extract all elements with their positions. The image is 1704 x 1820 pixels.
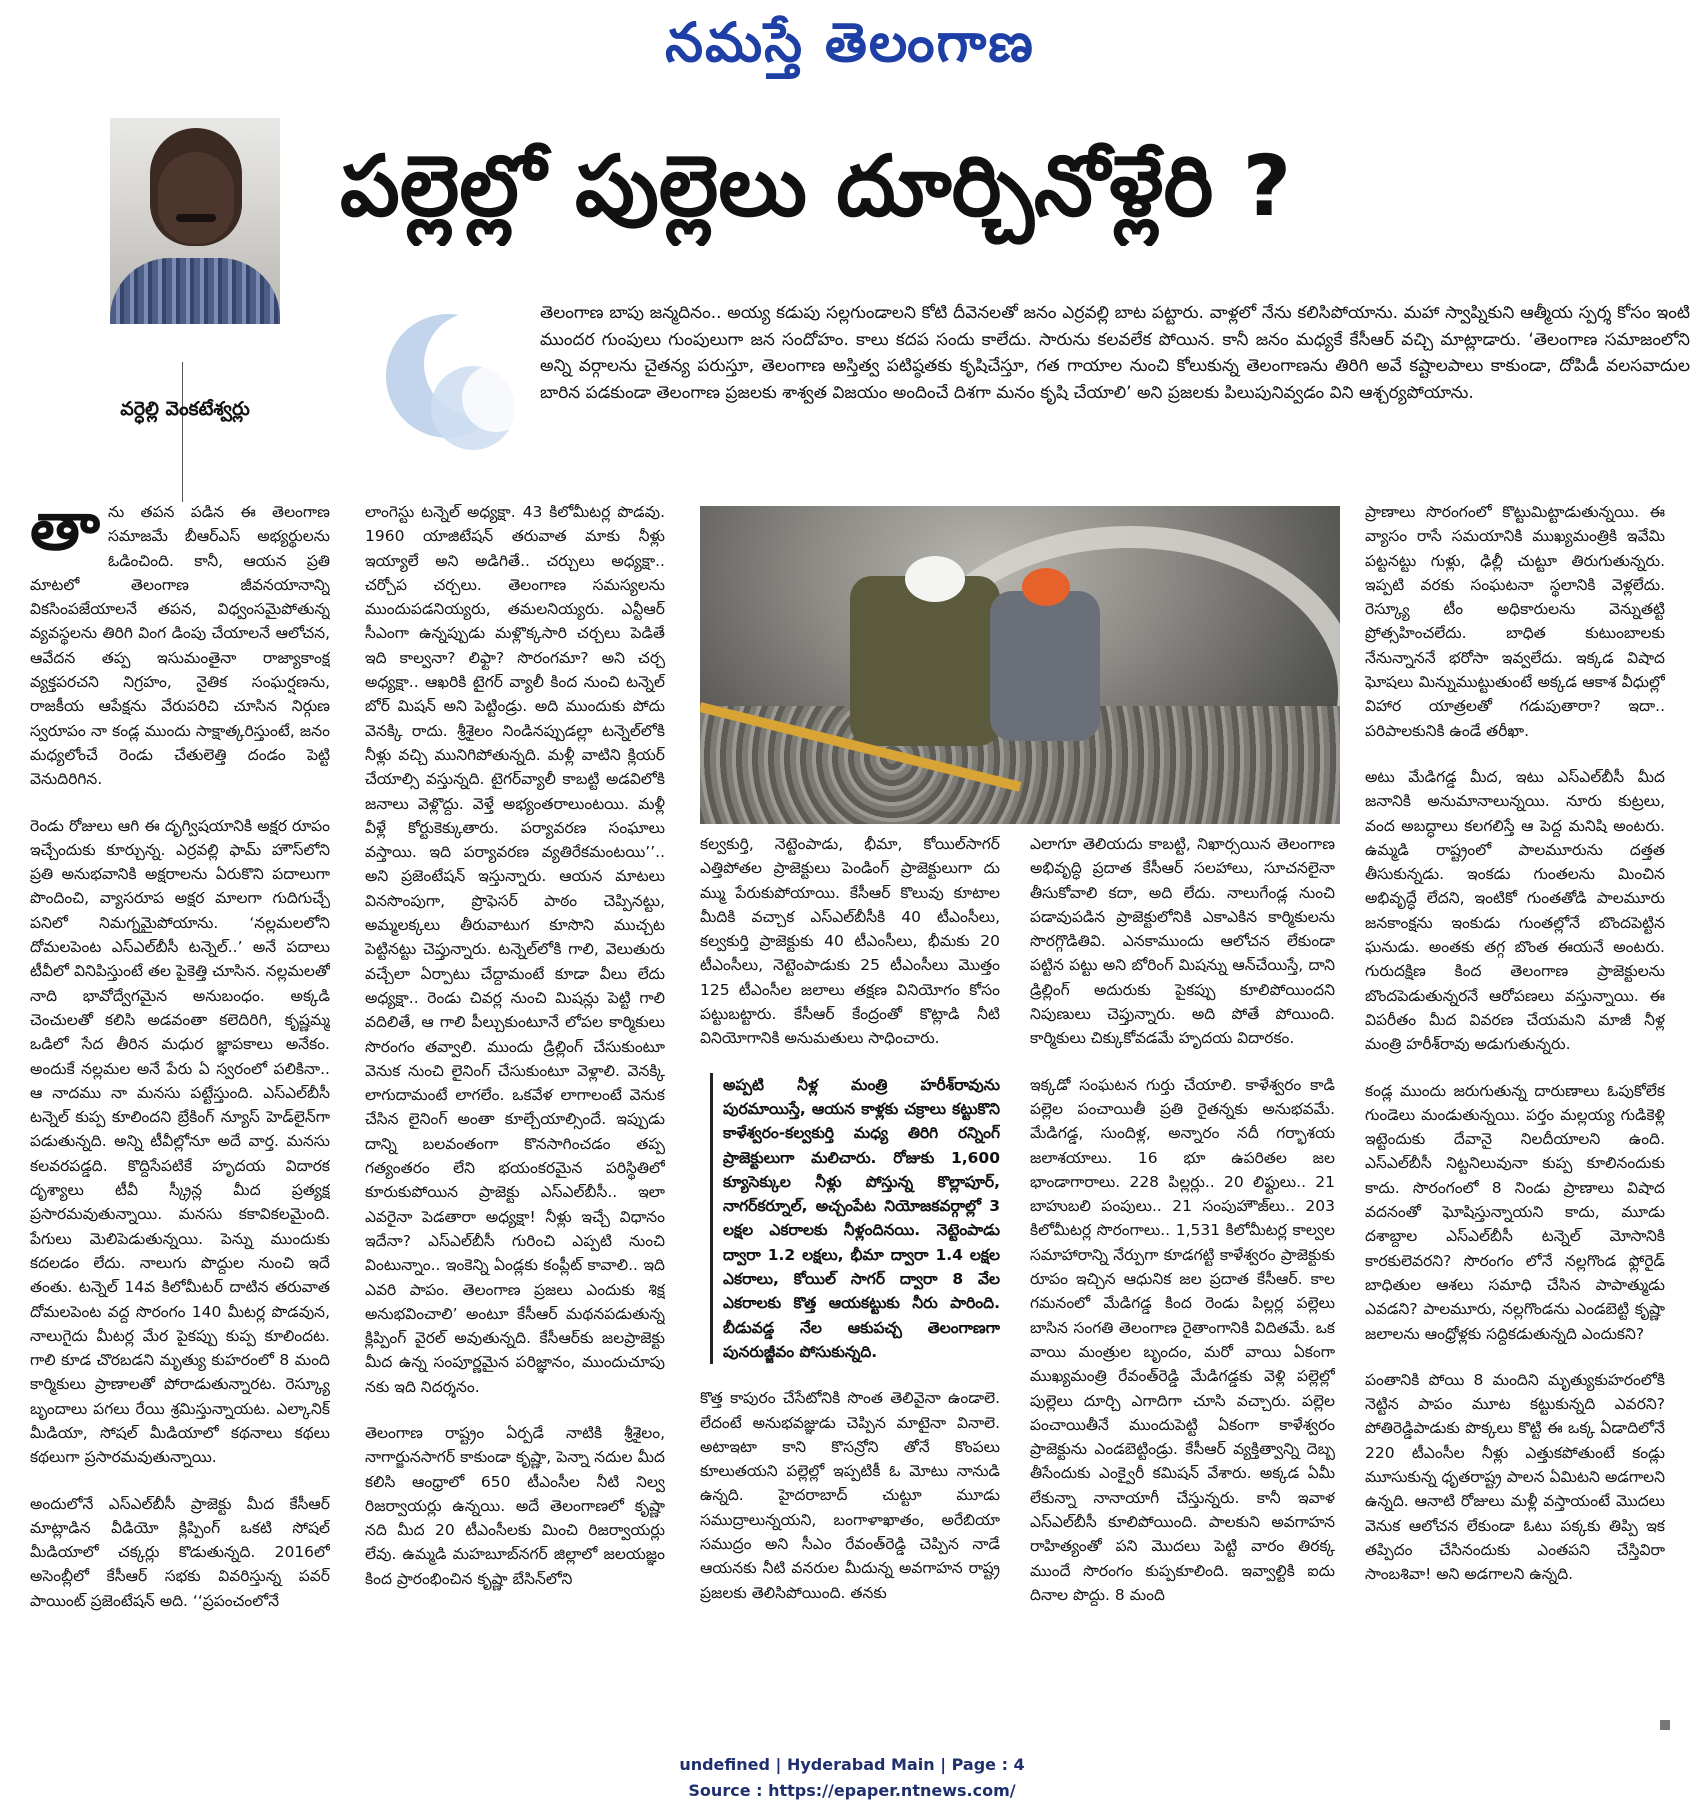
body-paragraph: రెండు రోజులు ఆగి ఈ దృగ్విషయానికి అక్షర రూపం ఇచ్చేందుకు కూర్చున్న. ఎర్రవల్లి ఫామ్ హౌస్‌లోని ప్రతి అనుభవానికి అక్షరాలను ఏరుకొని పదాలుగా పొందించి, వ్యాసరూప అక్షర మాలగా గుదిగుచ్చే పనిలో నిమగ్నమైపోయాను. ‘నల్లమలలోని దోమలపెంట ఎస్‌ఎల్‌బీసీ టన్నెల్..’ అనే పదాలు టీవీలో వినిపిస్తుంటే తల పైకెత్తి చూసిన. నల్లమలతో నాది భావోద్వేగమైన అనుబంధం. అక్కడి చెంచులతో కలిసి అడవంతా కలెదిరిగి, కృష్ణమ్మ ఒడిలో సేద తీరిన మధుర జ్ఞాపకాలు అనేకం. అందుకే నల్లమల అనే పేరు ఏ స్వరంలో పలికినా.. ఆ నాదము నా మనసు పట్టేస్తుంది. ఎస్‌ఎల్‌బీసీ టన్నెల్ కుప్ప కూలిందని బ్రేకింగ్ న్యూస్ హెడ్‌లైన్‌గా పడుతున్నది. అన్ని టీవీల్లోనూ అదే వార్త. మనసు కలవరపడ్డది. కొద్దిసేపటికే హృదయ విదారక దృశ్యాలు టీవీ స్క్రీన్ల మీద ప్రత్యక్ష ప్రసారమవుతున్నాయి. మనసు కకావికలమైంది. పేగులు మెలిపెడుతున్నయి. పెన్ను ముందుకు కదలడం లేదు. నాలుగు పొద్దుల నుంచి ఇదే తంతు. టన్నెల్ 14వ కిలోమీటర్ దాటిన తరువాత దోమలపెంట వద్ద సొరంగం 140 మీటర్ల పొడవున, నాలుగైదు మీటర్ల మేర పైకప్పు కుప్ప కూలిందట. గాలి కూడ చొరబడని మృత్యు కుహరంలో 8 మంది కార్మికులు ప్రాణాలతో పోరాడుతున్నారట. రెస్క్యూ బృందాలు పగలు రేయి శ్రమిస్తున్నాయట. ఎల్కానిక్ మీడియా, సోషల్ మీడియాలో కథనాలు కథలు కథలుగా ప్రసారమవుతున్నాయి. bbox=[30, 816, 330, 1467]
lede-paragraph bbox=[540, 300, 1690, 460]
body-paragraph: లాంగెస్టు టన్నెల్ అధ్యక్షా. 43 కిలోమీటర్ల పొడవు. 1960 యాజిటేషన్ తరువాత మాకు నీళ్లు ఇయ్యాలే అని అడిగితే.. చర్చులు అధ్యక్షా.. చర్చోప చర్చలు. తెలంగాణ సమస్యలను ముందుపడనియ్యరు, తమలనియ్యరు. ఎన్టీఆర్ సీఎంగా ఉన్నప్పుడు మళ్లొక్కసారి చర్చలు పెడితే ఇది కాల్వనా? లిఫ్టా? సొరంగమా? అని చర్చ అధ్యక్షా.. ఆఖరికి టైగర్ వ్యాలీ కింద నుంచి టన్నెల్ బోర్ మిషన్ అని పెట్టిండ్రు. అది ముందుకు పోదు వెనక్కి రాదు. శ్రీశైలం నిండినప్పుడల్లా టన్నెల్‌లోకి నీళ్లు వచ్చి మునిగిపోతున్నది. మళ్లీ వాటిని క్లియర్ చేయాల్సి వస్తున్నది. టైగర్‌వ్యాలీ కాబట్టి అడవిలోకి జనాలు వెళ్లొద్దు. వెళ్తే అభ్యంతరాలుంటయి. మళ్లీ వీళ్లే కోర్టుకెక్కుతారు. పర్యావరణ సంఘాలు వస్తాయి. ఇది పర్యావరణ వ్యతిరేకమంటయి’’.. అని ప్రజెంటేషన్ ఇస్తున్నారు. ఆయన మాటలు వినసొంపుగా, ప్రొఫెసర్ పాఠం చెప్పినట్టు, అమ్మలక్కలు తీరువాటుగ కూసొని ముచ్చట పెట్టినట్టు చెప్తున్నారు. టన్నెల్‌లోకి గాలి, వెలుతురు వచ్చేలా ఏర్పాటు చేద్దామంటే కూడా వీలు లేదు అధ్యక్షా.. రెండు చివర్ల నుంచి మిషన్లు పెట్టి గాలి వదిలితే, ఆ గాలి పీల్చుకుంటూనే లోపల కార్మికులు సొరంగం తవ్వాలి. ముందు డ్రిల్లింగ్ చేసుకుంటూ వెనుక నుంచి లైనింగ్ చేసుకుంటూ వెళ్లాలి. వెనక్కి లాగుదామంటే లాగలేం. ఒకవేళ లాగాలంటే వెనుక చేసిన లైనింగ్ అంతా కూల్చేయాల్సిందే. ఇప్పుడు దాన్ని బలవంతంగా కొనసాగించడం తప్ప గత్యంతరం లేని భయంకరమైన పరిస్థితిలో కూరుకుపోయిన ప్రాజెక్టు ఎస్‌ఎల్‌బీసీ.. ఇలా ఎవరైనా పెడతారా అధ్యక్షా! నీళ్లు ఇచ్చే విధానం ఇదేనా? ఎస్‌ఎల్‌బీసీ గురించి ఎప్పటి నుంచి వింటున్నాం.. ఇంకెన్ని ఏండ్లకు కంప్లీట్ కావాలి.. ఇది ఎవరి పాపం. తెలంగాణ ప్రజలు ఎందుకు శిక్ష అనుభవించాలి’ అంటూ కేసీఆర్ మథనపడుతున్న క్లిప్పింగ్ వైరల్ అవుతున్నది. కేసీఆర్‌కు జలప్రాజెక్టు మీద ఉన్న సంపూర్ణమైన పరిజ్ఞానం, ముందుచూపు నకు ఇది నిదర్శనం. bbox=[365, 503, 665, 1396]
body-paragraph: కండ్ల ముందు జరుగుతున్న దారుణాలు ఓపుకోలేక గుండెలు మండుతున్నయి. పర్తం మల్లయ్య గుడికెళ్లి ఇట్టెందుకు దేవానై నిలదీయాలని ఉంది. ఎస్‌ఎల్‌బీసీ నిట్టనిలువునా కుప్ప కూలినందుకు కాదు. సొరంగంలో 8 నిండు ప్రాణాలు విషాద వదనంతో ఘోషిస్తున్నాయని కాదు, మూడు దశాబ్దాల ఎస్‌ఎల్‌బీసీ టన్నెల్ మోసానికి కారకులెవరని? సొరంగం లోనే నల్లగొండ ఫ్లోరైడ్ బాధితుల ఆశలు సమాధి చేసిన పాపాత్ముడు ఎవడని? పాలమూరు, నల్లగొండను ఎండబెట్టి కృష్ణా జలాలను ఆంధ్రోళ్లకు సద్దికడుతున్నది ఎందుకని? bbox=[1365, 1081, 1665, 1343]
article-column-3 bbox=[700, 832, 1000, 1725]
article-column-4 bbox=[1030, 832, 1335, 1725]
page-footer bbox=[0, 1752, 1704, 1812]
pull-quote: అప్పటి నీళ్ల మంత్రి హరీశ్‌రావును పురమాయిస్తే, ఆయన కాళ్లకు చక్రాలు కట్టుకొని కాళేశ్వరం-కల్వకుర్తి మధ్య తిరిగి రన్నింగ్ ప్రాజెక్టులుగా మలిచారు. రోజుకు 1,600 క్యూసెక్కుల నీళ్లు పోస్తున్న కొల్లాపూర్, నాగర్‌కర్నూల్, అచ్చంపేట నియోజకవర్గాల్లో 3 లక్షల ఎకరాలకు నీళ్లందినయి. నెట్టెంపాడు ద్వారా 1.2 లక్షలు, భీమా ద్వారా 1.4 లక్షల ఎకరాలు, కోయిల్ సాగర్ ద్వారా 8 వేల ఎకరాలకు కొత్త ఆయకట్టుకు నీరు పారింది. బీడువడ్డ నేల ఆకుపచ్చ తెలంగాణగా పునరుజ్జీవం పోసుకున్నది. bbox=[710, 1073, 1000, 1365]
author-photo bbox=[110, 118, 280, 324]
decorative-circles-graphic bbox=[378, 306, 548, 456]
source-link[interactable]: Source : https://epaper.ntnews.com/ bbox=[688, 1781, 1016, 1800]
body-paragraph: ప్రాణాలు సొరంగంలో కొట్టుమిట్టాడుతున్నయి. ఈ వ్యాసం రాసే సమయానికి ముఖ్యమంత్రికి ఇవేమి పట్టనట్టు గుళ్లు, ఢిల్లీ చుట్టూ తిరుగుతున్నరు. ఇప్పటి వరకు సంఘటనా స్థలానికి వెళ్లలేదు. రెస్క్యూ టీం అధికారులను వెన్నుతట్టి ప్రోత్సహించలేదు. బాధిత కుటుంబాలకు నేనున్నాననే భరోసా ఇవ్వలేదు. ఇక్కడ విషాద ఘోషలు మిన్నుముట్టుతుంటే అక్కడ ఆకాశ వీధుల్లో విహార యాత్రలతో గడుపుతారా? ఇదా.. పరిపాలకునికి ఉండే తరీఖా. bbox=[1365, 503, 1665, 740]
byline-divider bbox=[182, 362, 183, 502]
article-column-5 bbox=[1365, 500, 1665, 1725]
article-end-mark bbox=[1660, 1720, 1670, 1730]
body-paragraph: అటు మేడిగడ్డ మీద, ఇటు ఎస్‌ఎల్‌బీసీ మీద జనానికి అనుమానాలున్నయి. నూరు కుట్రలు, వంద అబద్ధాలు కలగలిస్తే ఆ పెద్ద మనిషి అంటరు. ఉమ్మడి రాష్ట్రంలో పాలమూరును దత్తత తీసుకున్నడు. ఇంకడు గుంతలను మించిన అభివృద్ధే లేదని, ఇంటికో గుంతతోడి పాలమూరు జనకాంక్షను ఇంకుడు గుంతల్లోనే బొందపెట్టిన ఘనుడు. అంతకు తగ్గ బొంత ఈయనే అంటరు. గురుదక్షిణ కింద తెలంగాణ ప్రాజెక్టులను బొందపెడుతున్నరనే ఆరోపణలు వస్తున్నాయి. ఈ విపరీతం మీద వివరణ చేయమని మాజీ నీళ్ల మంత్రి హరీశ్‌రావు అడుగుతున్నరు. bbox=[1365, 767, 1665, 1054]
body-paragraph: పంతానికి పోయి 8 మందిని మృత్యుకుహరంలోకి నెట్టిన పాపం మూట కట్టుకున్నది ఎవరని? పోతిరెడ్డిపాడుకు పొక్కలు కొట్టి ఈ ఒక్క ఏడాదిలోనే 220 టీఎంసీల నీళ్లు ఎత్తుకపోతుంటే కండ్లు మూసుకున్న ధృతరాష్ట్ర పాలన ఏమిటని అడగాలని ఉన్నది. ఆనాటి రోజులు మళ్లీ వస్తాయంటే మొదలు వెనుక ఆలోచన లేకుండా ఓటు పక్కకు తిప్పి ఇక తప్పిదం చేసినందుకు ఎంతపని చేస్తివిరా సాంబశివా! అని అడగాలని ఉన్నది. bbox=[1365, 1370, 1665, 1584]
masthead-logo: నమస్తే తెలంగాణ bbox=[665, 11, 1035, 74]
body-paragraph: ఎలాగూ తెలియదు కాబట్టి, నిఖార్సయిన తెలంగాణ అభివృద్ధి ప్రదాత కేసీఆర్ సలహాలు, సూచనలైనా తీసుకోవాలి కదా, అది లేదు. నాలుగేండ్ల నుంచి పడావుపడిన ప్రాజెక్టులోనికి ఎకాఎకిన కార్మికులను సొరగ్గొడితివి. ఎనకాముందు ఆలోచన లేకుండా పట్టిన పట్టు అని బోరింగ్ మిషన్ను ఆన్‌చేయిస్తే, దాని డ్రిల్లింగ్ అదురుకు పైకప్పు కూలిపోయిందని నిపుణులు చెప్తున్నారు. అది పోతే పోయింది. కార్మికులు చిక్కుకోవడమే హృదయ విదారకం. bbox=[1030, 835, 1335, 1048]
article-column-2 bbox=[365, 500, 665, 1725]
tunnel-rescue-photo bbox=[700, 506, 1340, 824]
article-column-1 bbox=[30, 500, 330, 1725]
body-paragraph: ను తపన పడిన ఈ తెలంగాణ సమాజమే బీఆర్‌ఎస్ అభ్యర్థులను ఓడించింది. కానీ, ఆయన ప్రతి మాటలో తెలంగాణ జీవనయానాన్ని వికసింపజేయాలనే తపన, విధ్వంసమైపోతున్న వ్యవస్థలను తిరిగి వింగ డింపు చేయాలనే ఆలోచన, ఆవేదన తప్ప ఇసుమంతైనా రాజ్యాకాంక్ష వ్యక్తపరచని నిగ్రహం, నైతిక సంఘర్షణను, రాజకీయ ఆపేక్షను వేరుపరిచి చూసిన నిర్గుణ స్వరూపం నా కండ్ల ముందు సాక్షాత్కరిస్తుంటే, జనం మధ్యలోంచే రెండు చేతులెత్తి దండం పెట్టి వెనుదిరిగిన. bbox=[30, 503, 330, 789]
body-paragraph: తెలంగాణ రాష్ట్రం ఏర్పడే నాటికి శ్రీశైలం, నాగార్జునసాగర్ కాకుండా కృష్ణా, పెన్నా నదుల మీద కలిసి ఆంధ్రాలో 650 టీఎంసీల నీటి నిల్వ రిజర్వాయర్లు ఉన్నయి. అదే తెలంగాణలో కృష్ణా నది మీద 20 టీఎంసీలకు మించి రిజర్వాయర్లు లేవు. ఉమ్మడి మహబూబ్‌నగర్ జిల్లాలో జలయజ్ఞం కింద ప్రారంభించిన కృష్ణా బేసిన్‌లోని bbox=[365, 1423, 665, 1588]
drop-cap: తా bbox=[30, 500, 100, 565]
body-paragraph: కొత్త కాపురం చేసేటోనికి సొంత తెలివైనా ఉండాలె. లేదంటే అనుభవజ్ఞుడు చెప్పిన మాటైనా వినాలె. అటాఇటా కాని కొసన్రోని తోనే కొంపలు కూలుతయని పల్లెల్లో ఇప్పటికీ ఓ మోటు నానుడి ఉన్నది. హైదరాబాద్ చుట్టూ మూడు సముద్రాలున్నయని, బంగాళాఖాతం, అరేబియా సముద్రం అని సీఎం రేవంత్‌రెడ్డి చెప్పిన నాడే ఆయనకు నీటి వనరుల మీదున్న అవగాహన రాష్ట్ర ప్రజలకు తెలిసిపోయింది. తనకు bbox=[700, 1389, 1000, 1602]
edition-info: undefined | Hyderabad Main | Page : 4 bbox=[679, 1755, 1025, 1774]
headline: పల్లెల్లో పుల్లెలు దూర్చినోళ్లేరి ? bbox=[340, 137, 1292, 235]
body-paragraph: కల్వకుర్తి, నెట్టెంపాడు, భీమా, కోయిల్‌సాగర్ ఎత్తిపోతల ప్రాజెక్టులు పెండింగ్ ప్రాజెక్టులుగా దు మ్ము పేరుకుపోయాయి. కేసీఆర్ కొలువు కూటాల మీదికి వచ్చాక ఎస్‌ఎల్‌బీసీకి 40 టీఎంసీలు, కల్వకుర్తి ప్రాజెక్టుకు 40 టీఎంసీలు, భీమకు 20 టీఎంసీలు, నెట్టెంపాడుకు 25 టీఎంసీలు మొత్తం 125 టీఎంసీల జలాలు తక్షణ వినియోగం కోసం పట్టుబట్టారు. కేసీఆర్ కేంద్రంతో కొట్లాడి నీటి వినియోగానికి అనుమతులు సాధించారు. bbox=[700, 835, 1000, 1048]
lede-text: తెలంగాణ బాపు జన్మదినం.. అయ్య కడుపు సల్లగుండాలని కోటి దీవెనలతో జనం ఎర్రవల్లి బాట పట్టారు. వాళ్లలో నేను కలిసిపోయాను. మహా స్వాప్నికుని ఆత్మీయ స్పర్శ కోసం ఇంటి ముందర గుంపులు గుంపులుగా జన సందోహం. కాలు కదప సందు కాలేదు. సారును కలవలేక పోయిన. కానీ జనం మధ్యకే కేసీఆర్ వచ్చి మాట్లాడారు. ‘తెలంగాణ సమాజంలోని అన్ని వర్గాలను చైతన్య పరుస్తూ, తెలంగాణ అస్తిత్వ పటిష్ఠతకు కృషిచేస్తూ, గత గాయాల నుంచి కోలుకున్న తెలంగాణను తిరిగి అవే కష్టాలపాలు కాకుండా, దోపిడీ వలసవాదుల బారిన పడకుండా తెలంగాణ ప్రజలకు శాశ్వత విజయం అందించే దిశగా మనం కృషి చేయాలి’ అని ప్రజలకు పిలుపునివ్వడం విని ఆశ్చర్యపోయాను. bbox=[540, 303, 1690, 403]
body-paragraph: అందులోనే ఎస్‌ఎల్‌బీసీ ప్రాజెక్టు మీద కేసీఆర్ మాట్లాడిన వీడియో క్లిప్పింగ్ ఒకటి సోషల్ మీడియాలో చక్కర్లు కొడుతున్నది. 2016లో అసెంబ్లీలో కేసీఆర్ సభకు వివరిస్తున్న పవర్ పాయింట్ ప్రజెంటేషన్ అది. ‘‘ప్రపంచంలోనే bbox=[30, 1494, 330, 1610]
author-byline: వర్ధెల్లి వెంకటేశ్వర్లు bbox=[120, 398, 250, 420]
body-paragraph: ఇక్కడో సంఘటన గుర్తు చేయాలి. కాళేశ్వరం కాడి పల్లెల పంచాయితీ ప్రతి రైతన్నకు అనుభవమే. మేడిగడ్డ, సుందిళ్ల, అన్నారం నదీ గర్భాశయ జలాశయాలు. 16 భూ ఉపరితల జల భాండాగారాలు. 228 పిల్లర్లు.. 20 లిఫ్టులు.. 21 బాహుబలి పంపులు.. 21 సంపుహౌజ్‌లు.. 203 కిలోమీటర్ల సొరంగాలు.. 1,531 కిలోమీటర్ల కాల్వల సమాహారాన్ని నేర్పుగా కూడగట్టి కాళేశ్వరం ప్రాజెక్టుకు రూపం ఇచ్చిన ఆధునిక జల ప్రదాత కేసీఆర్. కాల గమనంలో మేడిగడ్డ కింద రెండు పిల్లర్ల పల్లెలు బాసిన సంగతి తెలంగాణ రైతాంగానికి విదితమే. ఒక వాయి మంత్రుల బృందం, మరో వాయి ఏకంగా ముఖ్యమంత్రి రేవంత్‌రెడ్డి మేడిగడ్డకు వెళ్లి పల్లెల్లో పుల్లెలు దూర్చి ఎగాదిగా చూసి వచ్చారు. పల్లెల పంచాయితీనే ముందుపెట్టి ఏకంగా కాళేశ్వరం ప్రాజెక్టును ఎండబెట్టిండ్రు. కేసీఆర్ వ్యక్తిత్వాన్ని దెబ్బ తీసేందుకు ఎంక్వైరీ కమిషన్ వేశారు. అక్కడ ఏమీ లేకున్నా నానాయాగీ చేస్తున్నరు. కానీ ఇవాళ ఎస్‌ఎల్‌బీసీ కూలిపోయింది. పాలకుని అవగాహన రాహిత్యంతో పని మొదలు పెట్టి వారం తిరక్క ముందే సొరంగం కుప్పకూలింది. ఇవ్వాల్టికి ఐదు దినాల పొద్దు. 8 మంది bbox=[1030, 1075, 1335, 1604]
